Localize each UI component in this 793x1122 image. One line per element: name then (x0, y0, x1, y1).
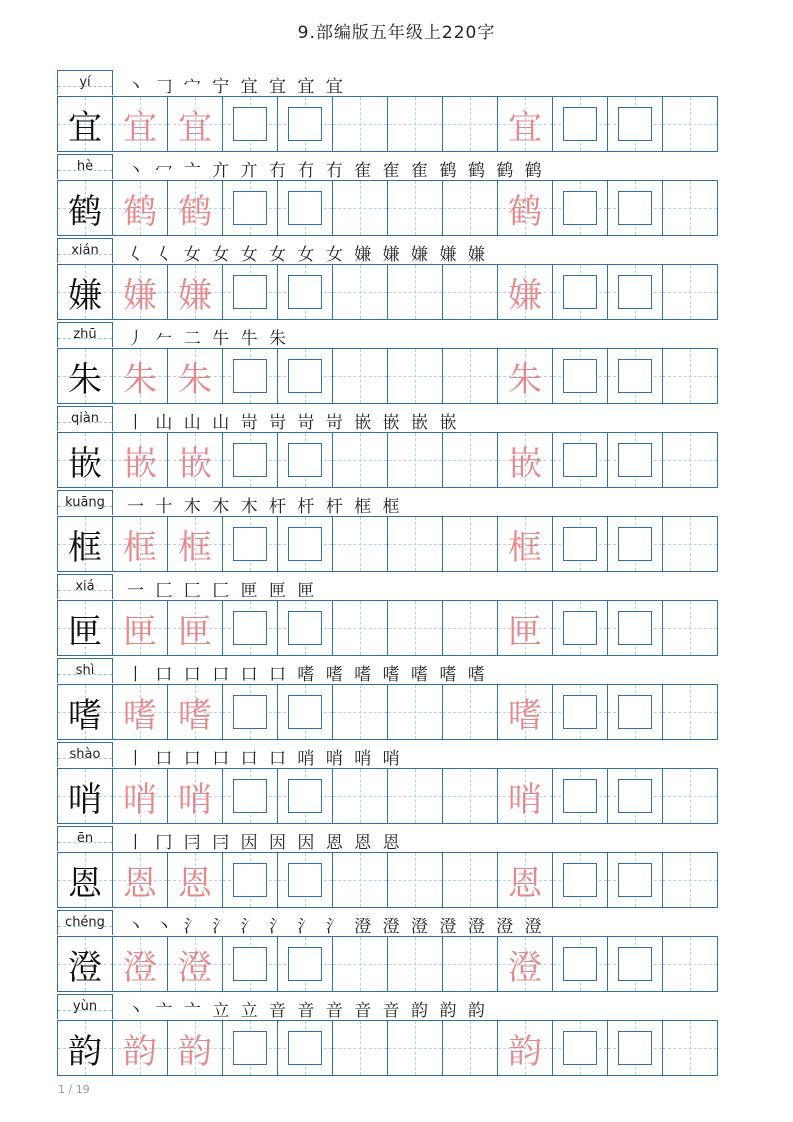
stroke-order: 一 匚 匚 匚 匣 匣 匣 (127, 581, 318, 601)
inner-box (288, 863, 322, 897)
trace-character: 匣 (508, 611, 542, 652)
inner-box (233, 1031, 267, 1065)
page-number: 1 / 19 (58, 1083, 90, 1096)
pinyin-label: shì (57, 658, 113, 683)
grid-cell[interactable] (387, 516, 443, 572)
grid-cell[interactable] (552, 96, 608, 152)
grid-cell[interactable] (552, 684, 608, 740)
pinyin-label: kuāng (57, 490, 113, 515)
grid-cell[interactable] (497, 180, 553, 236)
character-row (57, 742, 730, 826)
inner-box (563, 191, 597, 225)
model-character: 嗜 (68, 695, 102, 736)
trace-character: 鹤 (178, 191, 212, 232)
grid-cell[interactable] (607, 96, 663, 152)
model-character: 嵌 (68, 443, 102, 484)
inner-box (233, 275, 267, 309)
trace-character: 澄 (178, 947, 212, 988)
grid-cell[interactable] (442, 432, 498, 488)
grid-cell[interactable] (662, 936, 718, 992)
inner-box (618, 863, 652, 897)
trace-character: 哨 (178, 779, 212, 820)
inner-box (618, 947, 652, 981)
model-character: 宜 (68, 107, 102, 148)
grid-cell[interactable] (222, 936, 278, 992)
character-row (57, 574, 730, 658)
inner-box (563, 107, 597, 141)
trace-character: 朱 (178, 359, 212, 400)
grid-cell[interactable] (607, 852, 663, 908)
trace-character: 韵 (178, 1031, 212, 1072)
grid-cell[interactable] (607, 432, 663, 488)
grid-cell[interactable] (497, 600, 553, 656)
inner-box (618, 191, 652, 225)
grid-cell[interactable] (332, 516, 388, 572)
inner-box (618, 779, 652, 813)
model-character: 匣 (68, 611, 102, 652)
grid-cell[interactable] (167, 684, 223, 740)
grid-cell[interactable] (662, 180, 718, 236)
character-row (57, 910, 730, 994)
writing-cells (57, 684, 730, 740)
grid-cell[interactable] (552, 852, 608, 908)
stroke-order: 丨 山 山 山 岢 岢 岢 岢 嵌 嵌 嵌 嵌 (127, 413, 460, 433)
grid-cell[interactable] (552, 600, 608, 656)
grid-cell[interactable] (277, 516, 333, 572)
grid-cell[interactable] (662, 1020, 718, 1076)
grid-cell[interactable] (387, 432, 443, 488)
stroke-order: 丨 冂 冃 冃 因 因 因 恩 恩 恩 (127, 833, 403, 853)
grid-cell[interactable] (222, 432, 278, 488)
trace-character: 鹤 (123, 191, 157, 232)
grid-cell[interactable] (497, 936, 553, 992)
grid-cell[interactable] (607, 348, 663, 404)
inner-box (563, 527, 597, 561)
grid-cell[interactable] (387, 684, 443, 740)
inner-box (563, 947, 597, 981)
grid-cell[interactable] (222, 348, 278, 404)
writing-cells (57, 516, 730, 572)
inner-box (233, 107, 267, 141)
grid-cell[interactable] (387, 96, 443, 152)
inner-box (618, 1031, 652, 1065)
inner-box (563, 779, 597, 813)
writing-cells (57, 180, 730, 236)
stroke-order: 一 十 木 木 木 杆 杆 杆 框 框 (127, 497, 403, 517)
grid-cell[interactable] (607, 1020, 663, 1076)
grid-cell[interactable] (277, 852, 333, 908)
inner-box (233, 863, 267, 897)
inner-box (618, 275, 652, 309)
grid-cell[interactable] (497, 1020, 553, 1076)
grid-cell[interactable] (112, 600, 168, 656)
grid-cell[interactable] (332, 432, 388, 488)
grid-cell[interactable] (167, 348, 223, 404)
character-row (57, 490, 730, 574)
inner-box (288, 611, 322, 645)
grid-cell[interactable] (552, 264, 608, 320)
grid-cell[interactable] (662, 348, 718, 404)
grid-cell[interactable] (497, 264, 553, 320)
grid-cell[interactable] (167, 96, 223, 152)
grid-cell[interactable] (442, 348, 498, 404)
pinyin-label: shào (57, 742, 113, 767)
stroke-order: 丶 亠 亠 立 立 音 音 音 音 音 韵 韵 韵 (127, 1001, 488, 1021)
grid-cell[interactable] (387, 1020, 443, 1076)
trace-character: 澄 (123, 947, 157, 988)
pinyin-label: xiá (57, 574, 113, 599)
grid-cell (57, 432, 113, 488)
grid-cell[interactable] (497, 348, 553, 404)
grid-cell[interactable] (387, 180, 443, 236)
grid-cell[interactable] (112, 852, 168, 908)
inner-box (288, 443, 322, 477)
trace-character: 哨 (508, 779, 542, 820)
trace-character: 宜 (123, 107, 157, 148)
grid-cell[interactable] (277, 348, 333, 404)
grid-cell[interactable] (332, 264, 388, 320)
grid-cell[interactable] (497, 516, 553, 572)
stroke-order: 丶 冖 亠 亣 亣 冇 冇 冇 隺 隺 隺 鹤 鹤 鹤 鹤 (127, 161, 545, 181)
model-character: 框 (68, 527, 102, 568)
inner-box (288, 527, 322, 561)
pinyin-label: ēn (57, 826, 113, 851)
inner-box (563, 611, 597, 645)
grid-cell[interactable] (442, 516, 498, 572)
stroke-order: 𡿨 𡿨 女 女 女 女 女 女 嫌 嫌 嫌 嫌 嫌 (127, 245, 488, 265)
grid-cell[interactable] (277, 180, 333, 236)
grid-cell[interactable] (222, 600, 278, 656)
character-row (57, 994, 730, 1078)
trace-character: 朱 (123, 359, 157, 400)
grid-cell[interactable] (167, 852, 223, 908)
grid-cell (57, 600, 113, 656)
inner-box (618, 695, 652, 729)
grid-cell[interactable] (332, 600, 388, 656)
stroke-order: 丨 口 口 口 口 口 嗜 嗜 嗜 嗜 嗜 嗜 嗜 (127, 665, 488, 685)
grid-cell[interactable] (332, 768, 388, 824)
grid-cell[interactable] (662, 852, 718, 908)
grid-cell[interactable] (222, 1020, 278, 1076)
trace-character: 嫌 (178, 275, 212, 316)
grid-cell[interactable] (222, 516, 278, 572)
grid-cell[interactable] (277, 600, 333, 656)
grid-cell[interactable] (552, 936, 608, 992)
grid-cell (57, 348, 113, 404)
pinyin-label: hè (57, 154, 113, 179)
grid-cell[interactable] (662, 600, 718, 656)
grid-cell[interactable] (222, 264, 278, 320)
grid-cell[interactable] (112, 768, 168, 824)
grid-cell[interactable] (497, 684, 553, 740)
grid-cell[interactable] (222, 684, 278, 740)
grid-cell[interactable] (167, 768, 223, 824)
trace-character: 恩 (508, 863, 542, 904)
grid-cell (57, 96, 113, 152)
grid-cell[interactable] (277, 432, 333, 488)
grid-cell[interactable] (222, 852, 278, 908)
grid-cell[interactable] (112, 348, 168, 404)
page-title: 9.部编版五年级上220字 (297, 23, 496, 43)
grid-cell[interactable] (662, 768, 718, 824)
grid-cell[interactable] (222, 96, 278, 152)
grid-cell[interactable] (442, 936, 498, 992)
grid-cell (57, 852, 113, 908)
inner-box (233, 695, 267, 729)
model-character: 哨 (68, 779, 102, 820)
model-character: 鹤 (68, 191, 102, 232)
character-row (57, 406, 730, 490)
grid-cell[interactable] (497, 432, 553, 488)
grid-cell[interactable] (387, 768, 443, 824)
grid-cell[interactable] (607, 516, 663, 572)
trace-character: 匣 (178, 611, 212, 652)
inner-box (288, 695, 322, 729)
grid-cell[interactable] (607, 264, 663, 320)
grid-cell (57, 180, 113, 236)
inner-box (233, 359, 267, 393)
grid-cell[interactable] (167, 180, 223, 236)
grid-cell (57, 684, 113, 740)
grid-cell[interactable] (442, 264, 498, 320)
inner-box (288, 1031, 322, 1065)
grid-cell[interactable] (442, 852, 498, 908)
grid-cell[interactable] (387, 852, 443, 908)
model-character: 韵 (68, 1031, 102, 1072)
grid-cell[interactable] (112, 180, 168, 236)
pinyin-label: yí (57, 70, 113, 95)
stroke-order: 丶 丶 氵 氵 氵 氵 氵 氵 澄 澄 澄 澄 澄 澄 澄 (127, 917, 545, 937)
writing-cells (57, 852, 730, 908)
trace-character: 嗜 (508, 695, 542, 736)
trace-character: 嗜 (178, 695, 212, 736)
inner-box (618, 107, 652, 141)
grid-cell[interactable] (607, 180, 663, 236)
grid-cell[interactable] (442, 96, 498, 152)
inner-box (618, 527, 652, 561)
grid-cell[interactable] (277, 768, 333, 824)
writing-cells (57, 768, 730, 824)
grid-cell[interactable] (112, 264, 168, 320)
grid-cell (57, 936, 113, 992)
trace-character: 宜 (508, 107, 542, 148)
grid-cell[interactable] (552, 516, 608, 572)
inner-box (233, 947, 267, 981)
trace-character: 嵌 (178, 443, 212, 484)
model-character: 朱 (68, 359, 102, 400)
inner-box (233, 779, 267, 813)
trace-character: 澄 (508, 947, 542, 988)
grid-cell[interactable] (387, 600, 443, 656)
trace-character: 恩 (123, 863, 157, 904)
grid-cell[interactable] (332, 684, 388, 740)
pinyin-label: chéng (57, 910, 113, 935)
grid-cell[interactable] (662, 684, 718, 740)
inner-box (288, 107, 322, 141)
character-row (57, 70, 730, 154)
inner-box (563, 275, 597, 309)
grid-cell[interactable] (332, 180, 388, 236)
trace-character: 框 (123, 527, 157, 568)
grid-cell[interactable] (607, 936, 663, 992)
writing-cells (57, 264, 730, 320)
grid-cell[interactable] (112, 684, 168, 740)
pinyin-label: yùn (57, 994, 113, 1019)
inner-box (288, 191, 322, 225)
trace-character: 恩 (178, 863, 212, 904)
inner-box (288, 779, 322, 813)
trace-character: 嵌 (123, 443, 157, 484)
grid-cell[interactable] (222, 768, 278, 824)
grid-cell[interactable] (497, 852, 553, 908)
grid-cell[interactable] (662, 432, 718, 488)
grid-cell[interactable] (277, 264, 333, 320)
grid-cell[interactable] (277, 1020, 333, 1076)
grid-cell[interactable] (167, 432, 223, 488)
inner-box (233, 443, 267, 477)
grid-cell[interactable] (387, 264, 443, 320)
inner-box (233, 191, 267, 225)
grid-cell[interactable] (167, 600, 223, 656)
grid-cell[interactable] (167, 936, 223, 992)
writing-cells (57, 1020, 730, 1076)
grid-cell[interactable] (332, 96, 388, 152)
inner-box (563, 695, 597, 729)
trace-character: 韵 (123, 1031, 157, 1072)
grid-cell[interactable] (552, 432, 608, 488)
trace-character: 嫌 (123, 275, 157, 316)
trace-character: 匣 (123, 611, 157, 652)
grid-cell[interactable] (552, 348, 608, 404)
inner-box (563, 1031, 597, 1065)
grid-cell[interactable] (112, 1020, 168, 1076)
grid-cell[interactable] (662, 96, 718, 152)
grid-cell[interactable] (442, 768, 498, 824)
inner-box (288, 359, 322, 393)
grid-cell[interactable] (332, 936, 388, 992)
grid-cell[interactable] (387, 936, 443, 992)
trace-character: 韵 (508, 1031, 542, 1072)
trace-character: 鹤 (508, 191, 542, 232)
grid-cell[interactable] (332, 1020, 388, 1076)
grid-cell[interactable] (607, 684, 663, 740)
stroke-order: 丨 口 口 口 口 口 哨 哨 哨 哨 (127, 749, 403, 769)
character-row (57, 154, 730, 238)
grid-cell[interactable] (112, 432, 168, 488)
trace-character: 朱 (508, 359, 542, 400)
inner-box (233, 527, 267, 561)
grid-cell[interactable] (222, 180, 278, 236)
grid-cell (57, 516, 113, 572)
grid-cell[interactable] (497, 768, 553, 824)
inner-box (563, 359, 597, 393)
trace-character: 嵌 (508, 443, 542, 484)
inner-box (563, 443, 597, 477)
practice-grid (57, 70, 730, 1078)
grid-cell[interactable] (332, 852, 388, 908)
trace-character: 框 (508, 527, 542, 568)
grid-cell[interactable] (497, 96, 553, 152)
grid-cell[interactable] (662, 264, 718, 320)
character-row (57, 238, 730, 322)
grid-cell[interactable] (607, 600, 663, 656)
pinyin-label: zhū (57, 322, 113, 347)
grid-cell (57, 1020, 113, 1076)
grid-cell[interactable] (607, 768, 663, 824)
character-row (57, 826, 730, 910)
grid-cell[interactable] (277, 96, 333, 152)
grid-cell (57, 768, 113, 824)
inner-box (233, 611, 267, 645)
character-row (57, 322, 730, 406)
model-character: 恩 (68, 863, 102, 904)
grid-cell[interactable] (332, 348, 388, 404)
grid-cell[interactable] (112, 516, 168, 572)
pinyin-label: qiàn (57, 406, 113, 431)
writing-cells (57, 936, 730, 992)
grid-cell[interactable] (662, 516, 718, 572)
grid-cell (57, 264, 113, 320)
trace-character: 宜 (178, 107, 212, 148)
writing-cells (57, 96, 730, 152)
writing-cells (57, 348, 730, 404)
grid-cell[interactable] (167, 516, 223, 572)
writing-cells (57, 432, 730, 488)
writing-cells (57, 600, 730, 656)
trace-character: 嗜 (123, 695, 157, 736)
grid-cell[interactable] (552, 180, 608, 236)
grid-cell[interactable] (112, 936, 168, 992)
grid-cell[interactable] (167, 1020, 223, 1076)
inner-box (618, 611, 652, 645)
model-character: 澄 (68, 947, 102, 988)
inner-box (288, 947, 322, 981)
model-character: 嫌 (68, 275, 102, 316)
grid-cell[interactable] (552, 1020, 608, 1076)
stroke-order: 丿 𠂉 二 牛 牛 朱 (127, 329, 290, 349)
trace-character: 嫌 (508, 275, 542, 316)
grid-cell[interactable] (442, 180, 498, 236)
inner-box (288, 275, 322, 309)
grid-cell[interactable] (167, 264, 223, 320)
grid-cell[interactable] (277, 936, 333, 992)
grid-cell[interactable] (112, 96, 168, 152)
pinyin-label: xián (57, 238, 113, 263)
character-row (57, 658, 730, 742)
grid-cell[interactable] (277, 684, 333, 740)
trace-character: 哨 (123, 779, 157, 820)
grid-cell[interactable] (442, 1020, 498, 1076)
inner-box (618, 443, 652, 477)
grid-cell[interactable] (552, 768, 608, 824)
grid-cell[interactable] (387, 348, 443, 404)
stroke-order: 丶 𠃌 宀 宁 宜 宜 宜 宜 (127, 77, 346, 97)
trace-character: 框 (178, 527, 212, 568)
inner-box (618, 359, 652, 393)
grid-cell[interactable] (442, 684, 498, 740)
grid-cell[interactable] (442, 600, 498, 656)
inner-box (563, 863, 597, 897)
